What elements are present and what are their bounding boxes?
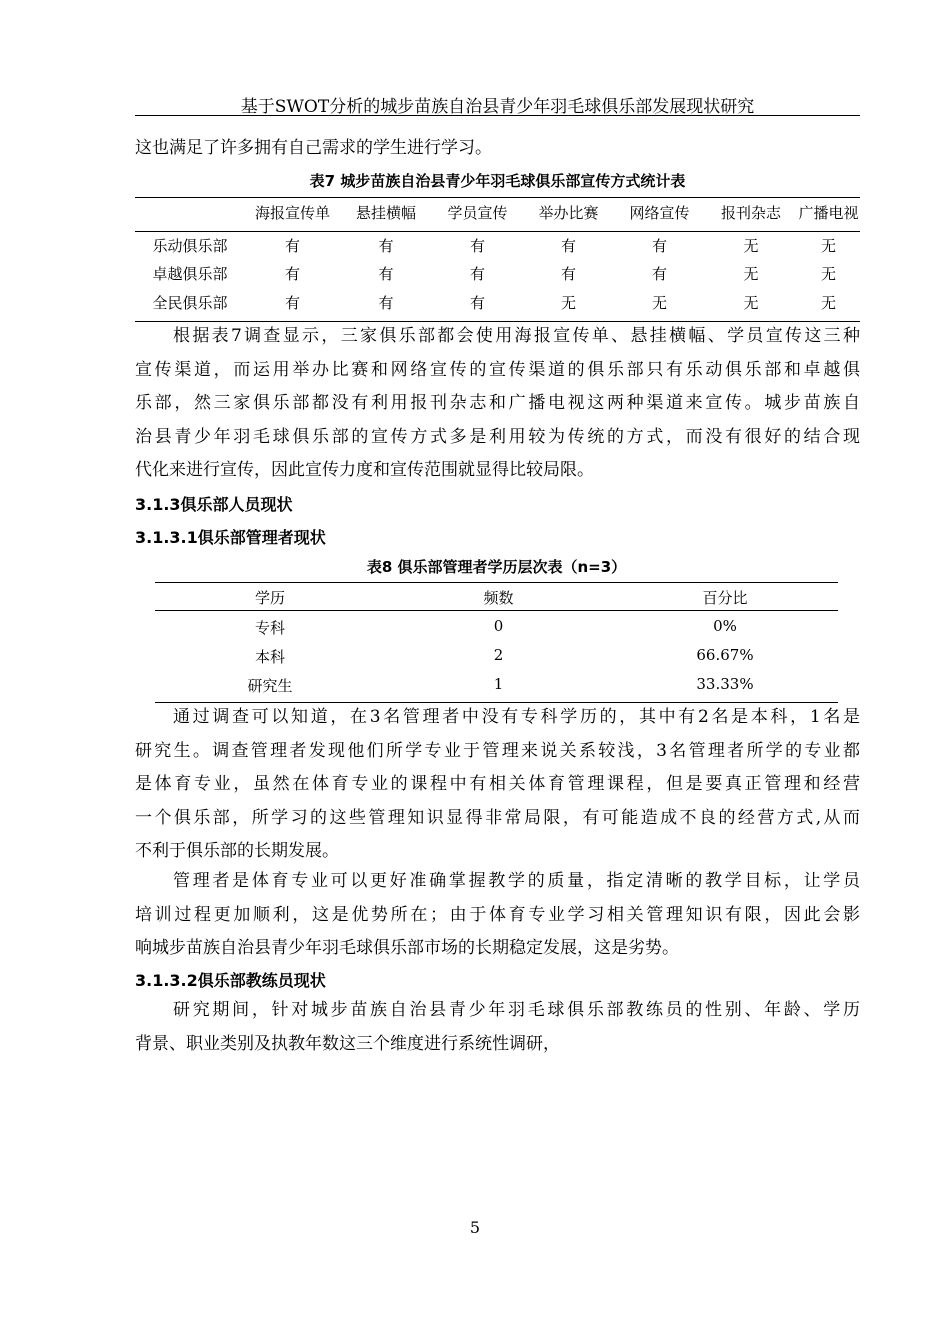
paragraph-line: 响城步苗族自治县青少年羽毛球俱乐部市场的长期稳定发展，这是劣势。	[135, 938, 679, 958]
table7-cell: 无	[743, 265, 759, 283]
table8-row-label: 本科	[254, 648, 285, 666]
table8-header-rule	[155, 610, 838, 611]
table8-cell: 33.33%	[696, 675, 754, 693]
table7-cell: 有	[560, 265, 576, 283]
paragraph-line: 研究生。调查管理者发现他们所学专业于管理来说关系较浅，3名管理者所学的专业都	[135, 740, 860, 761]
table7-header-cell: 学员宣传	[447, 204, 508, 222]
table7-cell: 有	[284, 265, 300, 283]
table7-cell: 有	[469, 294, 485, 312]
table7-cell: 无	[560, 294, 576, 312]
table7-row-label: 卓越俱乐部	[152, 265, 228, 283]
table8-row-label: 专科	[254, 619, 285, 637]
table8-header-cell: 百分比	[702, 589, 748, 607]
paragraph-line: 治县青少年羽毛球俱乐部的宣传方式多是利用较为传统的方式，而没有很好的结合现	[135, 426, 860, 447]
table8-row-label: 研究生	[247, 677, 293, 695]
table7-caption: 表7 城步苗族自治县青少年羽毛球俱乐部宣传方式统计表	[309, 172, 686, 190]
table8-cell: 0	[493, 617, 504, 635]
table7-cell: 有	[469, 237, 485, 255]
table7-cell: 有	[651, 265, 667, 283]
paragraph-line: 培训过程更加顺利，这是优势所在；由于体育专业学习相关管理知识有限，因此会影	[135, 904, 860, 925]
table8-header-cell: 学历	[254, 589, 285, 607]
paragraph-line: 根据表7调查显示，三家俱乐部都会使用海报宣传单、悬挂横幅、学员宣传这三种	[173, 326, 860, 346]
table7-cell: 有	[560, 237, 576, 255]
header-rule	[135, 115, 860, 116]
paragraph-line: 代化来进行宣传，因此宣传力度和宣传范围就显得比较局限。	[135, 460, 594, 480]
paragraph-line: 宣传渠道，而运用举办比赛和网络宣传的宣传渠道的俱乐部只有乐动俱乐部和卓越俱	[135, 359, 860, 380]
section-heading-3-1-3: 3.1.3俱乐部人员现状	[135, 495, 293, 514]
table7-cell: 有	[284, 294, 300, 312]
table7-header-rule	[135, 231, 860, 232]
table7-header-cell: 举办比赛	[538, 204, 599, 222]
table8-cell: 2	[493, 646, 504, 664]
paragraph-line: 是体育专业，虽然在体育专业的课程中有相关体育管理课程，但是要真正管理和经营	[135, 774, 860, 794]
page-number: 5	[469, 1218, 481, 1237]
table7-cell: 无	[743, 237, 759, 255]
table8-bottom-rule	[155, 702, 838, 703]
table7-header-cell: 悬挂横幅	[355, 204, 416, 222]
table7-header-cell: 报刊杂志	[720, 204, 781, 222]
table7-top-rule	[135, 197, 860, 198]
table7-cell: 无	[743, 294, 759, 312]
table8-top-rule	[155, 582, 838, 583]
table8-cell: 0%	[713, 617, 737, 635]
table7-cell: 有	[378, 237, 394, 255]
table7-bottom-rule	[135, 321, 860, 322]
paragraph-line: 通过调查可以知道，在3名管理者中没有专科学历的，其中有2名是本科，1名是	[173, 707, 860, 727]
table7-header-cell: 网络宣传	[629, 204, 690, 222]
table7-cell: 无	[820, 294, 836, 312]
table7-cell: 有	[284, 237, 300, 255]
paragraph-line: 管理者是体育专业可以更好准确掌握教学的质量，指定清晰的教学目标，让学员	[173, 871, 860, 891]
table7-row-label: 乐动俱乐部	[152, 237, 228, 255]
table8-cell: 66.67%	[696, 646, 754, 664]
intro-line: 这也满足了许多拥有自己需求的学生进行学习。	[135, 138, 492, 158]
table8-header-cell: 频数	[483, 589, 514, 607]
table7-cell: 有	[651, 237, 667, 255]
table7-cell: 无	[820, 237, 836, 255]
table7-cell: 有	[469, 265, 485, 283]
table7-cell: 有	[378, 294, 394, 312]
paragraph-line: 背景、职业类别及执教年数这三个维度进行系统性调研，	[135, 1033, 560, 1054]
table7-header-cell: 广播电视	[798, 204, 859, 222]
paragraph-line: 不利于俱乐部的长期发展。	[135, 841, 339, 861]
section-heading-3-1-3-1: 3.1.3.1俱乐部管理者现状	[135, 528, 326, 547]
table8-caption: 表8 俱乐部管理者学历层次表（n=3）	[366, 558, 627, 576]
paragraph-line: 乐部，然三家俱乐部都没有利用报刊杂志和广播电视这两种渠道来宣传。城步苗族自	[135, 393, 860, 413]
table7-row-label: 全民俱乐部	[152, 294, 228, 312]
running-header: 基于SWOT分析的城步苗族自治县青少年羽毛球俱乐部发展现状研究	[240, 97, 755, 117]
table7-cell: 无	[651, 294, 667, 312]
section-heading-3-1-3-2: 3.1.3.2俱乐部教练员现状	[135, 971, 326, 990]
paragraph-line: 研究期间，针对城步苗族自治县青少年羽毛球俱乐部教练员的性别、年龄、学历	[173, 1000, 860, 1020]
paragraph-line: 一个俱乐部，所学习的这些管理知识显得非常局限，有可能造成不良的经营方式,从而	[135, 807, 860, 828]
table8-cell: 1	[493, 675, 504, 693]
table7-header-cell: 海报宣传单	[254, 204, 330, 222]
table7-cell: 有	[378, 265, 394, 283]
table7-cell: 无	[820, 265, 836, 283]
